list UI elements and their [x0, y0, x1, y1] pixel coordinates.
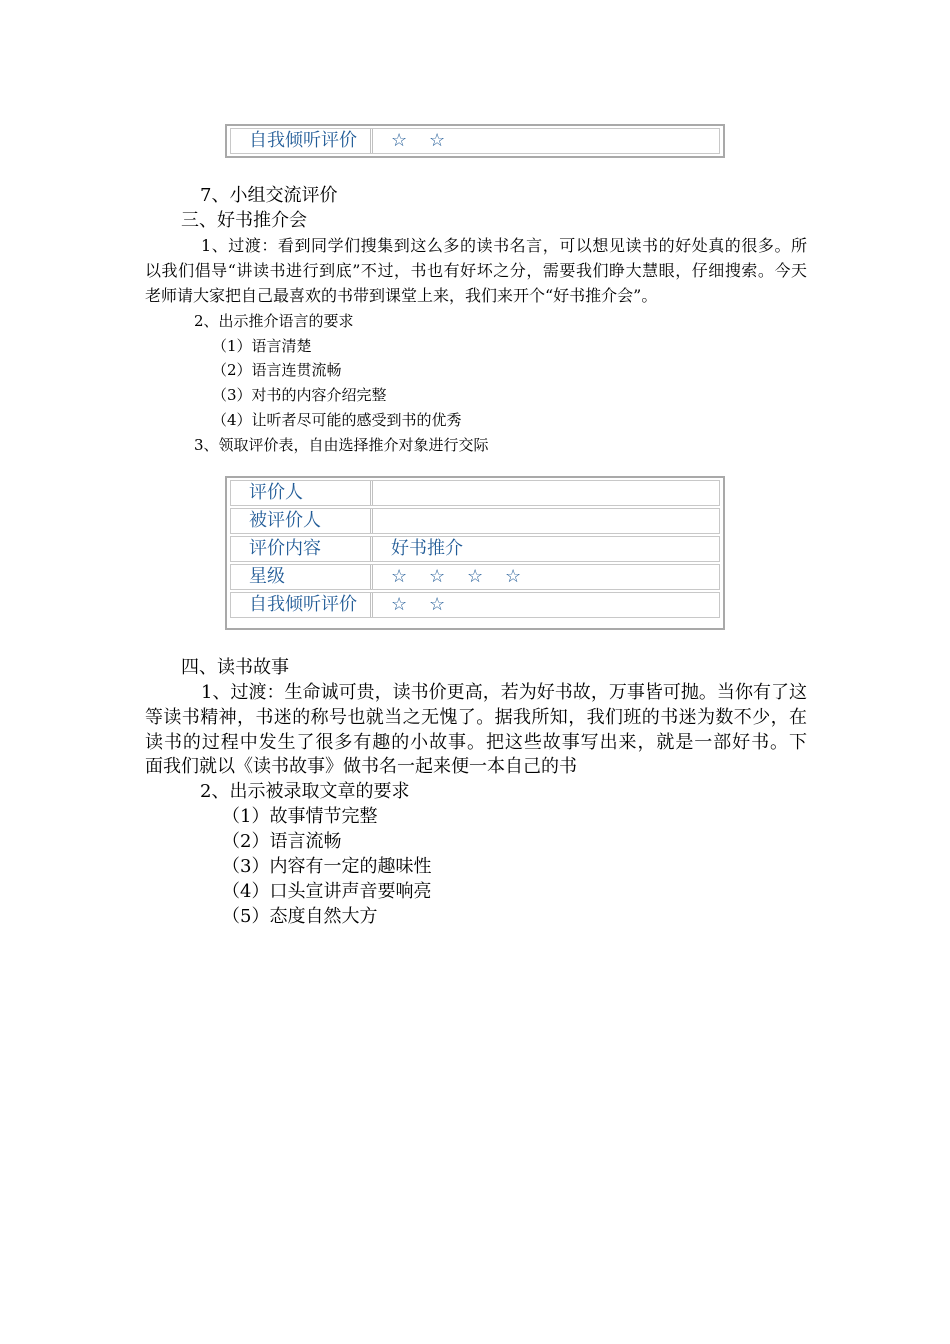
evaluation-table — [225, 476, 725, 630]
table-cell-stars — [373, 593, 719, 617]
paragraph-line: 1、过渡：看到同学们搜集到这么多的读书名言，可以想见读书的好处真的很多。所 — [201, 236, 807, 255]
section-4-requirements-heading: 2、出示被录取文章的要求 — [200, 781, 410, 802]
table-cell-stars — [373, 565, 719, 589]
list-item: （4）让听者尽可能的感受到书的优秀 — [212, 411, 462, 429]
table-cell-label: 自我倾听评价 — [231, 593, 373, 617]
table-row — [230, 128, 720, 154]
star-icon: ☆ — [467, 566, 484, 587]
list-item: （3）内容有一定的趣味性 — [222, 856, 432, 877]
table-cell-stars — [373, 129, 719, 153]
paragraph-line: 1、过渡：生命诚可贵，读书价更高，若为好书故，万事皆可抛。当你有了这 — [201, 682, 807, 703]
list-item: （3）对书的内容介绍完整 — [212, 386, 387, 404]
section-3-requirements-heading: 2、出示推介语言的要求 — [194, 312, 354, 330]
table-row — [230, 592, 720, 618]
table-row — [230, 480, 720, 506]
star-icon: ☆ — [429, 594, 446, 615]
section-4-heading: 四、读书故事 — [181, 657, 289, 678]
table-cell-value — [373, 481, 719, 505]
section-3-heading: 三、好书推介会 — [181, 210, 307, 231]
star-icon: ☆ — [429, 566, 446, 587]
table-row — [230, 508, 720, 534]
table-cell-value — [373, 509, 719, 533]
list-item: （5）态度自然大方 — [222, 906, 378, 927]
star-icon: ☆ — [505, 566, 522, 587]
table-cell-label: 自我倾听评价 — [231, 129, 373, 153]
evaluation-table-top — [225, 124, 725, 158]
star-icon: ☆ — [391, 130, 408, 151]
list-item: （2）语言连贯流畅 — [212, 361, 342, 379]
table-cell-label: 被评价人 — [231, 509, 373, 533]
list-item: （1）故事情节完整 — [222, 806, 378, 827]
star-icon: ☆ — [429, 130, 446, 151]
list-item: （4）口头宣讲声音要响亮 — [222, 881, 432, 902]
section-7-heading: 7、小组交流评价 — [200, 185, 338, 206]
list-item: （2）语言流畅 — [222, 831, 342, 852]
table-cell-value: 好书推介 — [391, 538, 463, 559]
table-row — [230, 536, 720, 562]
paragraph-line: 面我们就以《读书故事》做书名一起来便一本自己的书 — [145, 756, 577, 777]
list-item: （1）语言清楚 — [212, 337, 312, 355]
paragraph-line: 等读书精神，书迷的称号也就当之无愧了。据我所知，我们班的书迷为数不少，在 — [145, 707, 807, 728]
paragraph-line: 以我们倡导“讲读书进行到底”不过，书也有好坏之分，需要我们睁大慧眼，仔细搜索。今天 — [145, 261, 807, 280]
paragraph-line: 读书的过程中发生了很多有趣的小故事。把这些故事写出来，就是一部好书。下 — [145, 732, 807, 753]
star-icon: ☆ — [391, 566, 408, 587]
table-cell-label: 星级 — [231, 565, 373, 589]
star-icon: ☆ — [391, 594, 408, 615]
section-3-evaluation-instruction: 3、领取评价表，自由选择推介对象进行交际 — [194, 436, 489, 454]
table-cell-label: 评价内容 — [231, 537, 373, 561]
table-row — [230, 564, 720, 590]
table-cell-label: 评价人 — [231, 481, 373, 505]
paragraph-line: 老师请大家把自己最喜欢的书带到课堂上来，我们来开个“好书推介会”。 — [145, 286, 658, 305]
